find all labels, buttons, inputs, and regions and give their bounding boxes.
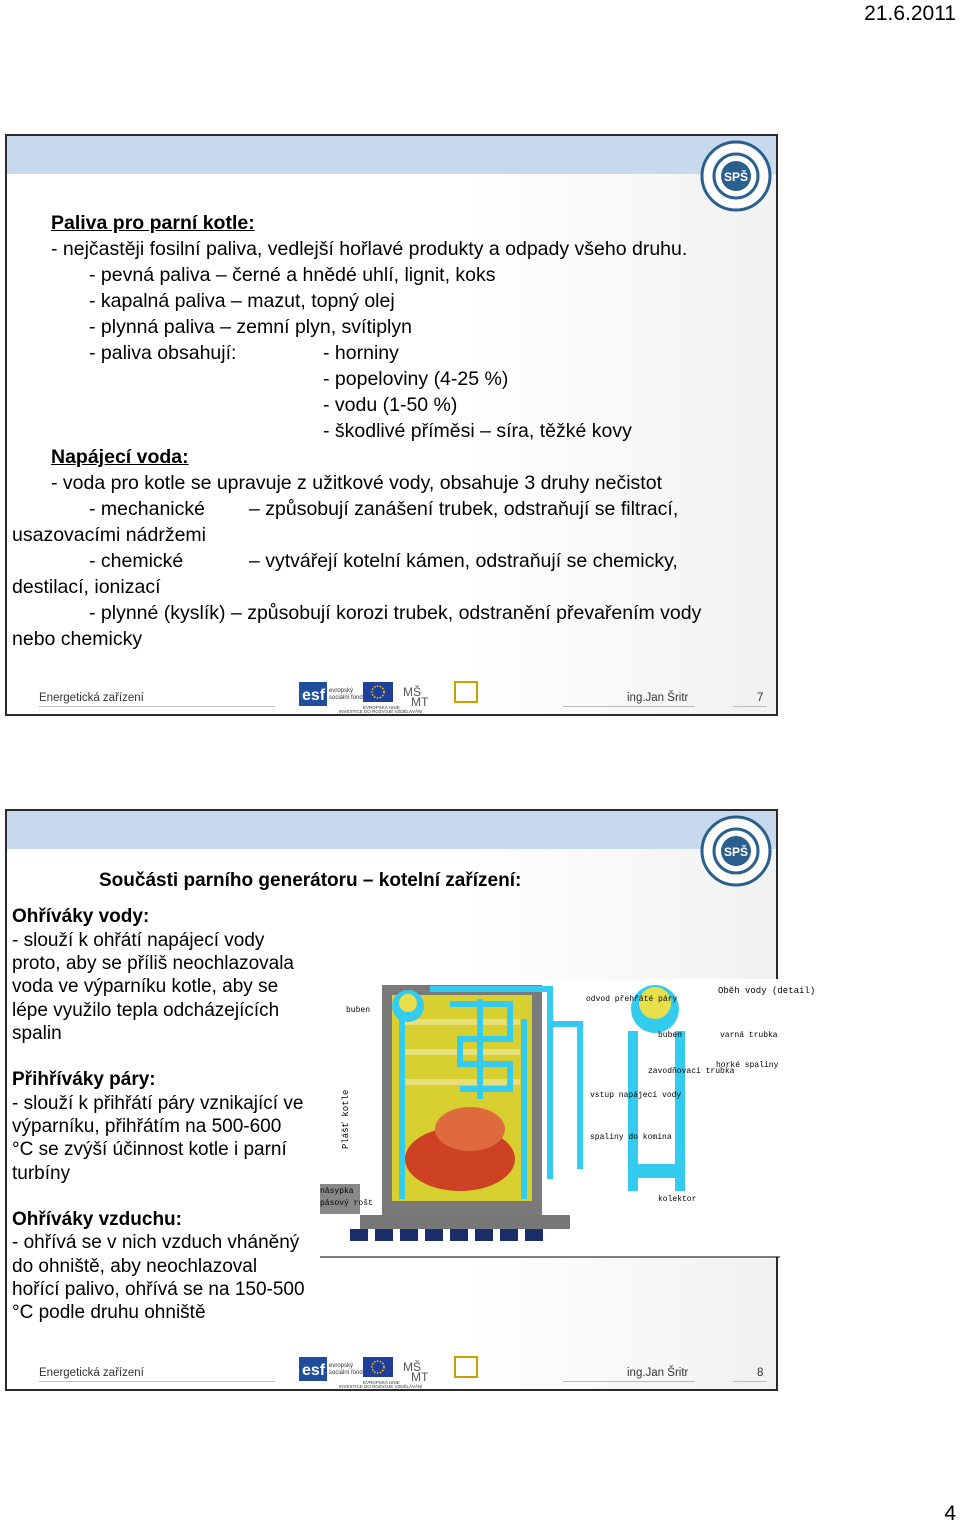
svg-text:MŠ: MŠ bbox=[403, 685, 421, 699]
contains-item: - horniny bbox=[323, 342, 399, 364]
p1-line: lépe využilo tepla odcházejících bbox=[12, 1000, 280, 1021]
diagram-label: zavodňovací trubka bbox=[648, 1067, 735, 1076]
fuel-contains-label: - paliva obsahují: bbox=[89, 342, 237, 364]
p1-line: proto, aby se příliš neochlazovala bbox=[12, 953, 294, 974]
heading-air-heaters: Ohříváky vzduchu: bbox=[12, 1209, 182, 1230]
svg-text:evropský: evropský bbox=[329, 1363, 354, 1369]
p1-line: - slouží k ohřátí napájecí vody bbox=[12, 930, 265, 951]
heading-feedwater: Napájecí voda: bbox=[51, 446, 189, 468]
heading-fuels: Paliva pro parní kotle: bbox=[51, 212, 255, 234]
diagram-label: spaliny do komína bbox=[590, 1133, 672, 1142]
footer-course: Energetická zařízení bbox=[39, 692, 144, 704]
svg-text:esf: esf bbox=[302, 687, 326, 704]
diagram-label: buben bbox=[658, 1031, 683, 1040]
slide-footer bbox=[7, 1351, 776, 1391]
eu-funding-logos-icon bbox=[299, 678, 489, 714]
p1-line: voda ve výparníku kotle, aby se bbox=[12, 976, 279, 997]
fuels-intro: - nejčastěji fosilní paliva, vedlejší hořlavé produkty a odpady všeho druhu. bbox=[51, 238, 688, 260]
svg-text:sociální fond: sociální fond bbox=[329, 1370, 363, 1376]
svg-text:SPŠ: SPŠ bbox=[723, 845, 749, 859]
diagram-label: pásový rošt bbox=[320, 1199, 373, 1208]
impurity-gas-cont: nebo chemicky bbox=[12, 628, 143, 650]
diagram-label: odvod přehřáté páry bbox=[586, 995, 678, 1004]
impurity-mechanical-desc-cont: usazovacími nádržemi bbox=[12, 524, 206, 546]
page-date: 21.6.2011 bbox=[864, 2, 956, 25]
contains-item: - popeloviny (4-25 %) bbox=[323, 368, 509, 390]
svg-text:evropský: evropský bbox=[329, 688, 354, 694]
slide-header-band bbox=[7, 811, 776, 849]
feedwater-intro: - voda pro kotle se upravuje z užitkové vody, obsahuje 3 druhy nečistot bbox=[51, 472, 662, 494]
page-number: 4 bbox=[944, 1502, 956, 1525]
impurity-mechanical-desc: – způsobují zanášení trubek, odstraňují se filtrací, bbox=[249, 498, 679, 520]
svg-text:MŠ: MŠ bbox=[403, 1360, 421, 1374]
contains-item: - vodu (1-50 %) bbox=[323, 394, 458, 416]
slide-title: Součásti parního generátoru – kotelní zařízení: bbox=[99, 870, 522, 891]
footer-course: Energetická zařízení bbox=[39, 1367, 144, 1379]
diagram-label: vstup napájecí vody bbox=[590, 1091, 682, 1100]
fuel-item-gas: - plynná paliva – zemní plyn, svítiplyn bbox=[89, 316, 412, 338]
contains-item: - škodlivé příměsi – síra, těžké kovy bbox=[323, 420, 632, 442]
school-logo-icon bbox=[700, 140, 772, 212]
footer-slide-number: 7 bbox=[757, 692, 764, 704]
diagram-label: Plášť kotle bbox=[341, 1089, 351, 1149]
impurity-chemical-desc: – vytvářejí kotelní kámen, odstraňují se chemicky, bbox=[249, 550, 678, 572]
impurity-mechanical: - mechanické bbox=[89, 498, 205, 520]
svg-text:SPŠ: SPŠ bbox=[723, 170, 749, 184]
p2-line: výparníku, přihřátím na 500-600 bbox=[12, 1116, 282, 1137]
diagram-label: horké spaliny bbox=[716, 1061, 779, 1070]
svg-text:MT: MT bbox=[411, 695, 429, 709]
p1-line: spalin bbox=[12, 1023, 62, 1044]
boiler-diagram bbox=[320, 979, 816, 1257]
fuel-item-solid: - pevná paliva – černé a hnědé uhlí, lignit, koks bbox=[89, 264, 496, 286]
p3-line: - ohřívá se v nich vzduch vháněný bbox=[12, 1232, 300, 1253]
diagram-label: buben bbox=[346, 1006, 371, 1015]
svg-text:sociální fond: sociální fond bbox=[329, 695, 363, 701]
impurity-chemical: - chemické bbox=[89, 550, 184, 572]
svg-text:MT: MT bbox=[411, 1370, 429, 1384]
eu-funding-logos-icon bbox=[299, 1353, 489, 1389]
footer-author: ing.Jan Šritr bbox=[627, 1367, 689, 1379]
slide-header-band bbox=[7, 136, 776, 174]
slide-8 bbox=[5, 809, 816, 1391]
diagram-label: kolektor bbox=[658, 1195, 697, 1204]
svg-text:esf: esf bbox=[302, 1362, 326, 1379]
svg-text:EVROPSKÁ UNIE: EVROPSKÁ UNIE bbox=[363, 705, 400, 710]
diagram-label: varná trubka bbox=[720, 1031, 778, 1040]
heading-steam-reheaters: Přihříváky páry: bbox=[12, 1069, 156, 1090]
p2-line: - slouží k přihřátí páry vznikající ve bbox=[12, 1093, 304, 1114]
svg-text:EVROPSKÁ UNIE: EVROPSKÁ UNIE bbox=[363, 1380, 400, 1385]
svg-text:INVESTICE DO ROZVOJE VZDĚLÁVÁN: INVESTICE DO ROZVOJE VZDĚLÁVÁNÍ bbox=[339, 709, 423, 714]
p3-line: °C podle druhu ohniště bbox=[12, 1302, 206, 1323]
p2-line: turbíny bbox=[12, 1163, 71, 1184]
footer-author: ing.Jan Šritr bbox=[627, 692, 689, 704]
p2-line: °C se zvýší účinnost kotle i parní bbox=[12, 1139, 287, 1160]
diagram-label: Oběh vody (detail) bbox=[718, 986, 816, 996]
impurity-chemical-desc-cont: destilací, ionizací bbox=[12, 576, 161, 598]
school-logo-icon bbox=[700, 815, 772, 887]
diagram-label: násypka bbox=[320, 1187, 354, 1196]
p3-line: do ohniště, aby neochlazoval bbox=[12, 1256, 258, 1277]
footer-slide-number: 8 bbox=[757, 1367, 764, 1379]
svg-text:INVESTICE DO ROZVOJE VZDĚLÁVÁN: INVESTICE DO ROZVOJE VZDĚLÁVÁNÍ bbox=[339, 1384, 423, 1389]
heading-water-heaters: Ohříváky vody: bbox=[12, 906, 150, 927]
p3-line: hořící palivo, ohřívá se na 150-500 bbox=[12, 1279, 305, 1300]
slide-footer bbox=[7, 676, 776, 716]
fuel-item-liquid: - kapalná paliva – mazut, topný olej bbox=[89, 290, 395, 312]
slide-7 bbox=[5, 134, 778, 716]
impurity-gas: - plynné (kyslík) – způsobují korozi trubek, odstranění převařením vody bbox=[89, 602, 702, 624]
